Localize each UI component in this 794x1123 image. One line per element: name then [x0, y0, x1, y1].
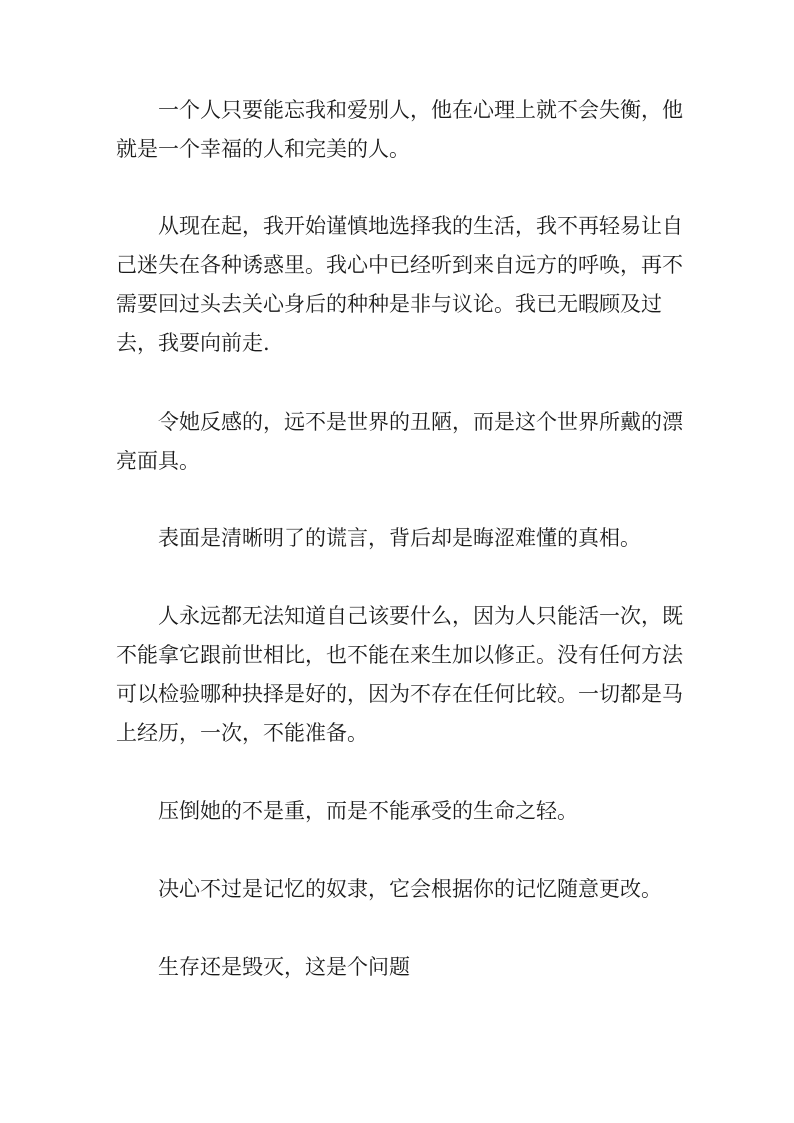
paragraph-8: 生存还是毁灭，这是个问题: [158, 955, 410, 979]
paragraph-5: 人永远都无法知道自己该要什么，因为人只能活一次，既不能拿它跟前世相比，也不能在来生加以修正。没有任何方法可以检验哪种抉择是好的，因为不存在任何比较。一切都是马上经历，一次，不能准备。: [116, 604, 683, 745]
paragraph-2: 从现在起，我开始谨慎地选择我的生活，我不再轻易让自己迷失在各种诱惑里。我心中已经听到来自远方的呼唤，再不需要回过头去关心身后的种种是非与议论。我已无暇顾及过去，我要向前走.: [116, 214, 683, 355]
paragraph-7: 决心不过是记忆的奴隶，它会根据你的记忆随意更改。: [158, 877, 662, 901]
paragraph-3: 令她反感的，远不是世界的丑陋，而是这个世界所戴的漂亮面具。: [116, 410, 683, 473]
paragraph-6: 压倒她的不是重，而是不能承受的生命之轻。: [158, 799, 578, 823]
paragraph-1: 一个人只要能忘我和爱别人，他在心理上就不会失衡，他就是一个幸福的人和完美的人。: [116, 98, 683, 161]
paragraph-4: 表面是清晰明了的谎言，背后却是晦涩难懂的真相。: [158, 526, 641, 550]
